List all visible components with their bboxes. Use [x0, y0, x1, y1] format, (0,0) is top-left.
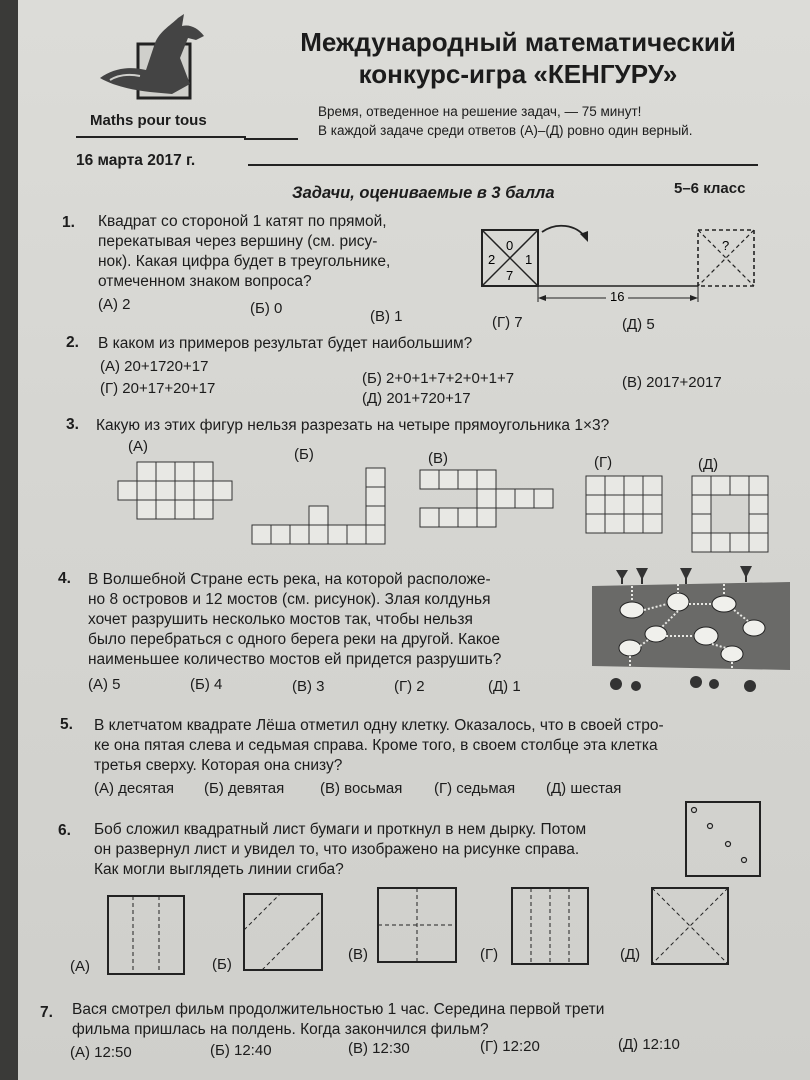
grid-cell [534, 489, 553, 508]
q6-text [94, 820, 694, 880]
grid-cell [749, 476, 768, 495]
text-line: было перебраться с одного берега реки на другой. Какое [88, 631, 501, 648]
question-number: 2. [66, 334, 79, 351]
text-line: Вася смотрел фильм продолжительностью 1 час. Середина первой трети [72, 1001, 605, 1018]
grid-cell [347, 525, 366, 544]
q4-text [88, 570, 608, 670]
answer-option[interactable]: (Д) 201+720+17 [362, 390, 471, 407]
answer-option[interactable]: (Г) седьмая [434, 780, 516, 797]
title-line-2: конкурс-игра «КЕНГУРУ» [358, 59, 678, 89]
answer-option[interactable]: (В) восьмая [320, 780, 403, 797]
grid-cell [477, 508, 496, 527]
fold-option-a[interactable] [108, 896, 184, 974]
grid-cell [137, 481, 156, 500]
grid-cell [366, 468, 385, 487]
text-line: но 8 островов и 12 мостов (см. рисунок). Злая колдунья [88, 591, 491, 608]
question-number: 3. [66, 416, 79, 433]
text-line: хочет разрушить несколько мостов так, чтобы нельзя [88, 611, 473, 628]
grid-cell [420, 508, 439, 527]
answer-option[interactable]: (А) 2 [98, 296, 131, 313]
grid-cell [175, 462, 194, 481]
time-info: Время, отведенное на решение задач, — 75 минут! [318, 104, 642, 119]
grid-cell [271, 525, 290, 544]
text-line: перекатывая через вершину (см. рису- [98, 233, 378, 250]
answer-option[interactable]: (А) 5 [88, 676, 121, 693]
grid-cell [605, 495, 624, 514]
figure-label[interactable]: (Д) [698, 456, 719, 473]
figure-d [586, 476, 662, 533]
figure-label[interactable]: (Б) [212, 956, 232, 973]
text-line: третья сверху. Которая она снизу? [94, 757, 343, 774]
grid-cell [605, 514, 624, 533]
figure-label[interactable]: (Г) [594, 454, 613, 471]
grid-cell [439, 470, 458, 489]
figure-label[interactable]: (А) [70, 958, 90, 975]
text-line: отмеченном знаком вопроса? [98, 273, 312, 290]
text-line: ке она пятая слева и седьмая справа. Кроме того, в своем столбце эта клетка [94, 737, 658, 754]
answer-option[interactable]: (Д) шестая [546, 780, 622, 797]
answer-option[interactable]: (В) 2017+2017 [622, 374, 722, 391]
grid-cell [309, 506, 328, 525]
grid-cell [175, 481, 194, 500]
answer-option[interactable]: (Б) 0 [250, 300, 283, 317]
grid-cell [309, 525, 328, 544]
grid-cell [420, 470, 439, 489]
answer-option[interactable]: (Д) 5 [622, 316, 655, 333]
grid-cell [624, 495, 643, 514]
grid-cell [730, 533, 749, 552]
distance-label: 16 [610, 289, 625, 304]
fold-option-b[interactable] [244, 894, 322, 970]
grid-cell [730, 476, 749, 495]
grid-cell [515, 489, 534, 508]
question-number: 7. [40, 1004, 53, 1021]
figure-a [118, 462, 232, 519]
grid-cell [194, 481, 213, 500]
digit-right: 1 [525, 252, 533, 267]
grid-cell [749, 533, 768, 552]
answer-option[interactable]: (В) 1 [370, 308, 403, 325]
q2-text: В каком из примеров результат будет наибольшим? [98, 335, 473, 352]
grid-cell [366, 525, 385, 544]
grid-cell [624, 476, 643, 495]
grid-cell [477, 489, 496, 508]
grade: 5–6 класс [674, 180, 746, 197]
grid-cell [439, 508, 458, 527]
answer-info: В каждой задаче среди ответов (А)–(Д) ровно один верный. [318, 123, 693, 138]
grid-cell [156, 462, 175, 481]
figure-label[interactable]: (В) [348, 946, 368, 963]
text-line: Как могли выглядеть линии сгиба? [94, 861, 344, 878]
grid-cell [156, 500, 175, 519]
grid-cell [194, 500, 213, 519]
grid-cell [692, 514, 711, 533]
grid-cell [624, 514, 643, 533]
figure-label[interactable]: (Г) [480, 946, 499, 963]
answer-option[interactable]: (Г) 2 [394, 678, 425, 695]
answer-option[interactable]: (Б) 2+0+1+7+2+0+1+7 [362, 370, 515, 387]
question-number: 5. [60, 716, 73, 733]
figure-c [420, 470, 553, 527]
grid-cell [194, 462, 213, 481]
answer-option[interactable]: (А) 20+1720+17 [100, 358, 209, 375]
grid-cell [643, 495, 662, 514]
logo-caption: Maths pour tous [90, 112, 207, 129]
grid-cell [458, 508, 477, 527]
grid-cell [137, 462, 156, 481]
test-page [18, 0, 810, 1080]
figure-b [252, 468, 385, 544]
answer-option[interactable]: (В) 3 [292, 678, 325, 695]
grid-cell [156, 481, 175, 500]
q5-text [94, 716, 784, 776]
grid-cell [213, 481, 232, 500]
grid-cell [692, 476, 711, 495]
figure-label[interactable]: (Б) [294, 446, 314, 463]
answer-option[interactable]: (Г) 12:20 [480, 1038, 540, 1055]
answer-option[interactable]: (А) 12:50 [70, 1044, 132, 1061]
title-line-1: Международный математический [300, 27, 736, 57]
grid-cell [477, 470, 496, 489]
grid-figures [18, 0, 810, 560]
answer-option[interactable]: (Б) девятая [204, 780, 285, 797]
grid-cell [328, 525, 347, 544]
figure-label[interactable]: (Д) [620, 946, 641, 963]
grid-cell [749, 495, 768, 514]
grid-cell [586, 495, 605, 514]
q3-text: Какую из этих фигур нельзя разрезать на четыре прямоугольника 1×3? [96, 417, 610, 434]
fold-options [18, 880, 810, 980]
grid-cell [605, 476, 624, 495]
river-islands-figure [586, 558, 796, 700]
text-line: нок). Какая цифра будет в треугольнике, [98, 253, 391, 270]
digit-left: 2 [488, 252, 496, 267]
grid-cell [366, 487, 385, 506]
text-line: фильма пришлась на полдень. Когда закончился фильм? [72, 1021, 489, 1038]
grid-cell [692, 533, 711, 552]
answer-option[interactable]: (Д) 12:10 [618, 1036, 680, 1053]
grid-cell [496, 489, 515, 508]
answer-option[interactable]: (Б) 4 [190, 676, 223, 693]
grid-cell [643, 476, 662, 495]
text-line: Квадрат со стороной 1 катят по прямой, [98, 213, 387, 230]
grid-cell [137, 500, 156, 519]
digit-bottom: 7 [506, 268, 514, 283]
question-number: 1. [62, 214, 75, 231]
grid-cell [711, 533, 730, 552]
digit-top: 0 [506, 238, 514, 253]
question-mark: ? [722, 238, 730, 253]
date: 16 марта 2017 г. [76, 152, 196, 169]
grid-cell [749, 514, 768, 533]
question-number: 4. [58, 570, 71, 587]
holes-figure [682, 798, 766, 882]
section-heading: Задачи, оцениваемые в 3 балла [292, 184, 555, 202]
grid-cell [586, 476, 605, 495]
answer-option[interactable]: (Г) 20+17+20+17 [100, 380, 216, 397]
answer-option[interactable]: (А) десятая [94, 780, 175, 797]
answer-option[interactable]: (Б) 12:40 [210, 1042, 272, 1059]
text-line: В Волшебной Стране есть река, на которой расположе- [88, 571, 491, 588]
grid-cell [586, 514, 605, 533]
figure-e [692, 476, 768, 552]
text-line: наименьшее количество мостов ей придется разрушить? [88, 651, 502, 668]
grid-cell [175, 500, 194, 519]
text-line: Боб сложил квадратный лист бумаги и проткнул в нем дырку. Потом [94, 821, 587, 838]
grid-cell [366, 506, 385, 525]
grid-cell [290, 525, 309, 544]
answer-option[interactable]: (Г) 7 [492, 314, 523, 331]
q7-text [72, 1000, 792, 1040]
grid-cell [643, 514, 662, 533]
grid-cell [458, 470, 477, 489]
answer-option[interactable]: (Д) 1 [488, 678, 521, 695]
grid-cell [711, 476, 730, 495]
text-line: он развернул лист и увидел то, что изображено на рисунке справа. [94, 841, 580, 858]
answer-option[interactable]: (В) 12:30 [348, 1040, 410, 1057]
grid-cell [118, 481, 137, 500]
grid-cell [252, 525, 271, 544]
grid-cell [692, 495, 711, 514]
text-line: В клетчатом квадрате Лёша отметил одну клетку. Оказалось, что в своей стро- [94, 717, 664, 734]
figure-label[interactable]: (А) [128, 438, 148, 455]
question-number: 6. [58, 822, 71, 839]
figure-label[interactable]: (В) [428, 450, 448, 467]
